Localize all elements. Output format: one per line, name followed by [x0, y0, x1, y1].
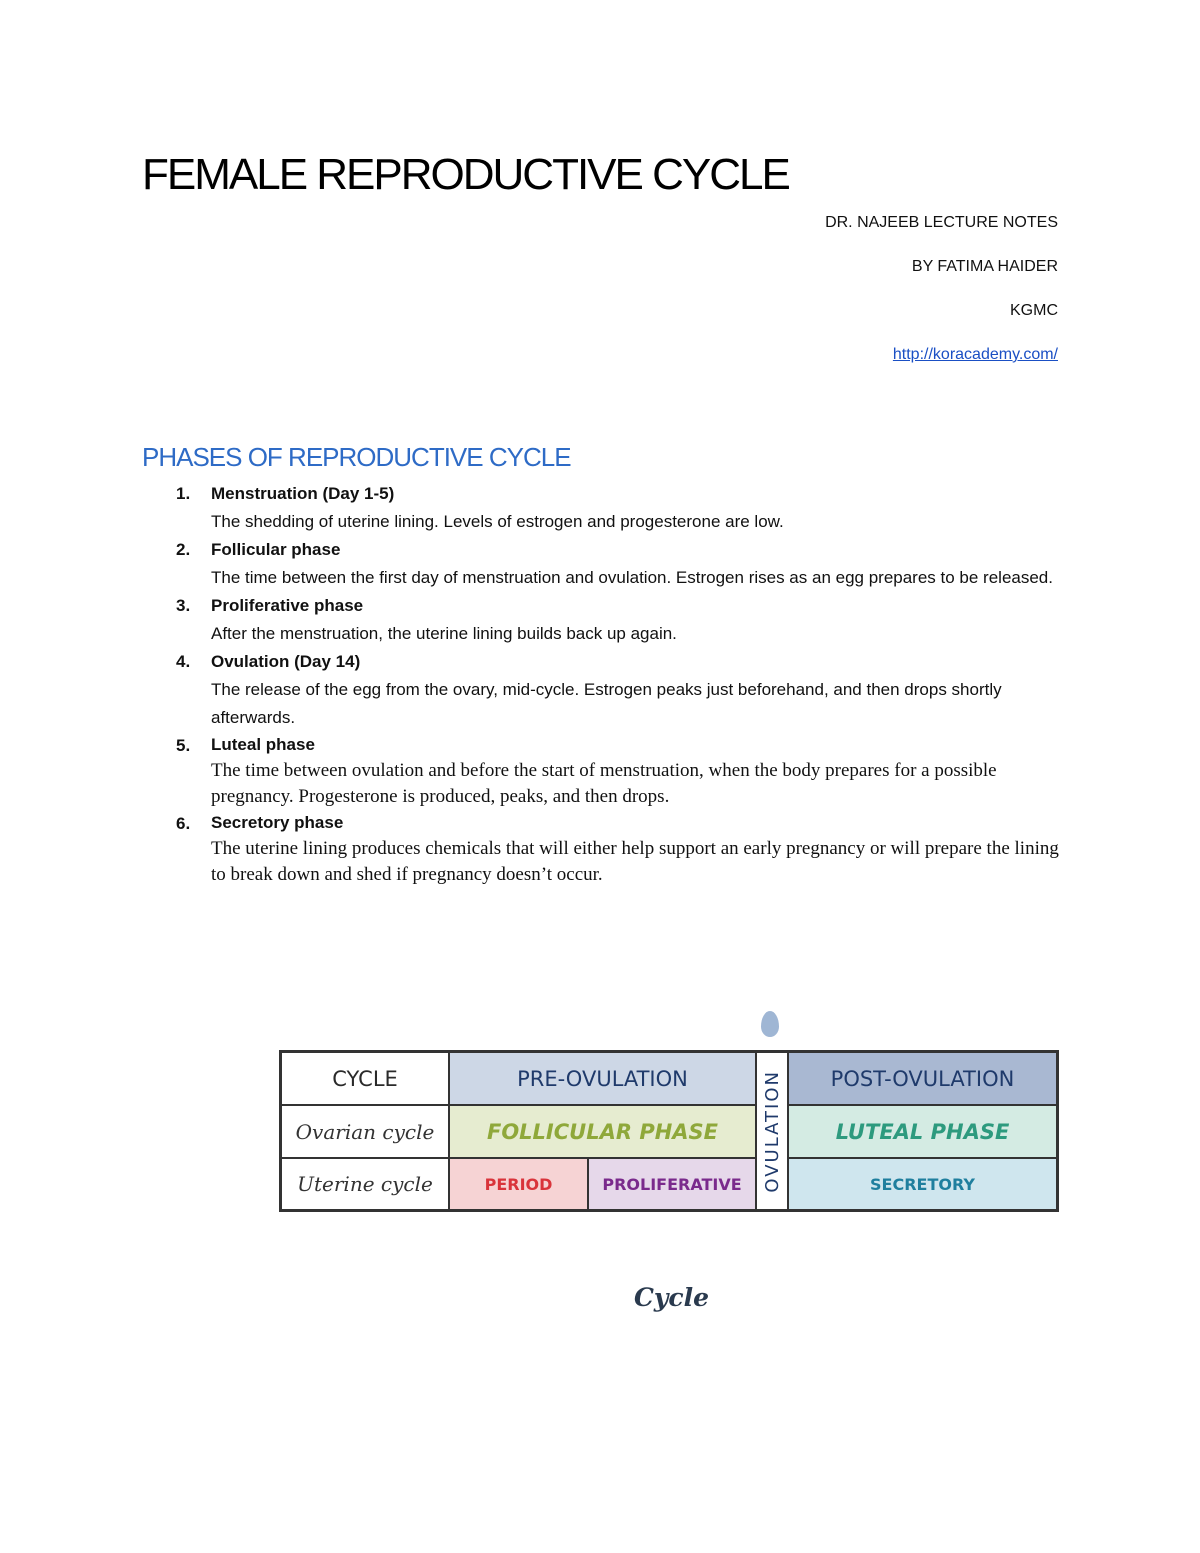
ovulation-column — [757, 1053, 789, 1209]
secretory-cell: SECRETORY — [789, 1159, 1056, 1209]
phase-description: The uterine lining produces chemicals that will either help support an early pregnancy or will prepare the lining to break down and shed if pregnancy doesn’t occur. — [211, 838, 1059, 885]
phase-description: The time between ovulation and before the start of menstruation, when the body prepares for a possible pregnancy. Progesterone is produced, peaks, and then drops. — [211, 760, 997, 807]
item-number: 2. — [176, 540, 191, 559]
phase-name: Secretory phase — [211, 813, 344, 832]
ovulation-label: OVULATION — [761, 1069, 783, 1193]
item-number: 1. — [176, 484, 191, 503]
header-cycle: CYCLE — [282, 1053, 450, 1106]
cycle-table — [279, 1050, 1059, 1212]
phase-name: Luteal phase — [211, 735, 315, 754]
phase-name: Follicular phase — [211, 540, 341, 559]
phase-name: Menstruation (Day 1-5) — [211, 484, 395, 503]
luteal-phase-cell: LUTEAL PHASE — [789, 1106, 1056, 1159]
row-label-uterine: Uterine cycle — [282, 1159, 450, 1209]
proliferative-cell: PROLIFERATIVE — [589, 1159, 757, 1209]
list-item — [170, 732, 1070, 810]
phase-description: The time between the first day of menstruation and ovulation. Estrogen rises as an egg prepares to be released. — [211, 568, 1053, 587]
phase-description: The release of the egg from the ovary, mid-cycle. Estrogen peaks just beforehand, and then drops shortly afterwards. — [211, 680, 1002, 727]
figure-caption: Cycle — [634, 1283, 710, 1312]
website-link[interactable]: http://koracademy.com/ — [892, 346, 1058, 363]
item-number: 4. — [176, 652, 191, 671]
phase-description: After the menstruation, the uterine lining builds back up again. — [211, 624, 677, 643]
phase-name: Proliferative phase — [211, 596, 364, 615]
list-item — [170, 592, 1070, 648]
list-item — [170, 480, 1070, 536]
author-label: BY FATIMA HAIDER — [911, 258, 1058, 275]
author-meta — [825, 212, 1058, 388]
item-number: 6. — [176, 814, 191, 833]
egg-drop-icon — [761, 1011, 779, 1037]
list-item — [170, 810, 1070, 888]
phase-name: Ovulation (Day 14) — [211, 652, 361, 671]
phases-list — [170, 480, 1070, 888]
list-item — [170, 536, 1070, 592]
item-number: 3. — [176, 596, 191, 615]
phase-description: The shedding of uterine lining. Levels of estrogen and progesterone are low. — [211, 512, 784, 531]
item-number: 5. — [176, 736, 191, 755]
header-post-ovulation: POST-OVULATION — [789, 1053, 1056, 1106]
section-heading: PHASES OF REPRODUCTIVE CYCLE — [142, 442, 571, 472]
header-pre-ovulation: PRE-OVULATION — [450, 1053, 757, 1106]
row-label-ovarian: Ovarian cycle — [282, 1106, 450, 1159]
list-item — [170, 648, 1070, 732]
institution-label: KGMC — [1010, 302, 1058, 319]
document-title: FEMALE REPRODUCTIVE CYCLE — [142, 150, 789, 199]
lecture-notes-label: DR. NAJEEB LECTURE NOTES — [825, 214, 1058, 231]
period-cell: PERIOD — [450, 1159, 589, 1209]
follicular-phase-cell: FOLLICULAR PHASE — [450, 1106, 757, 1159]
